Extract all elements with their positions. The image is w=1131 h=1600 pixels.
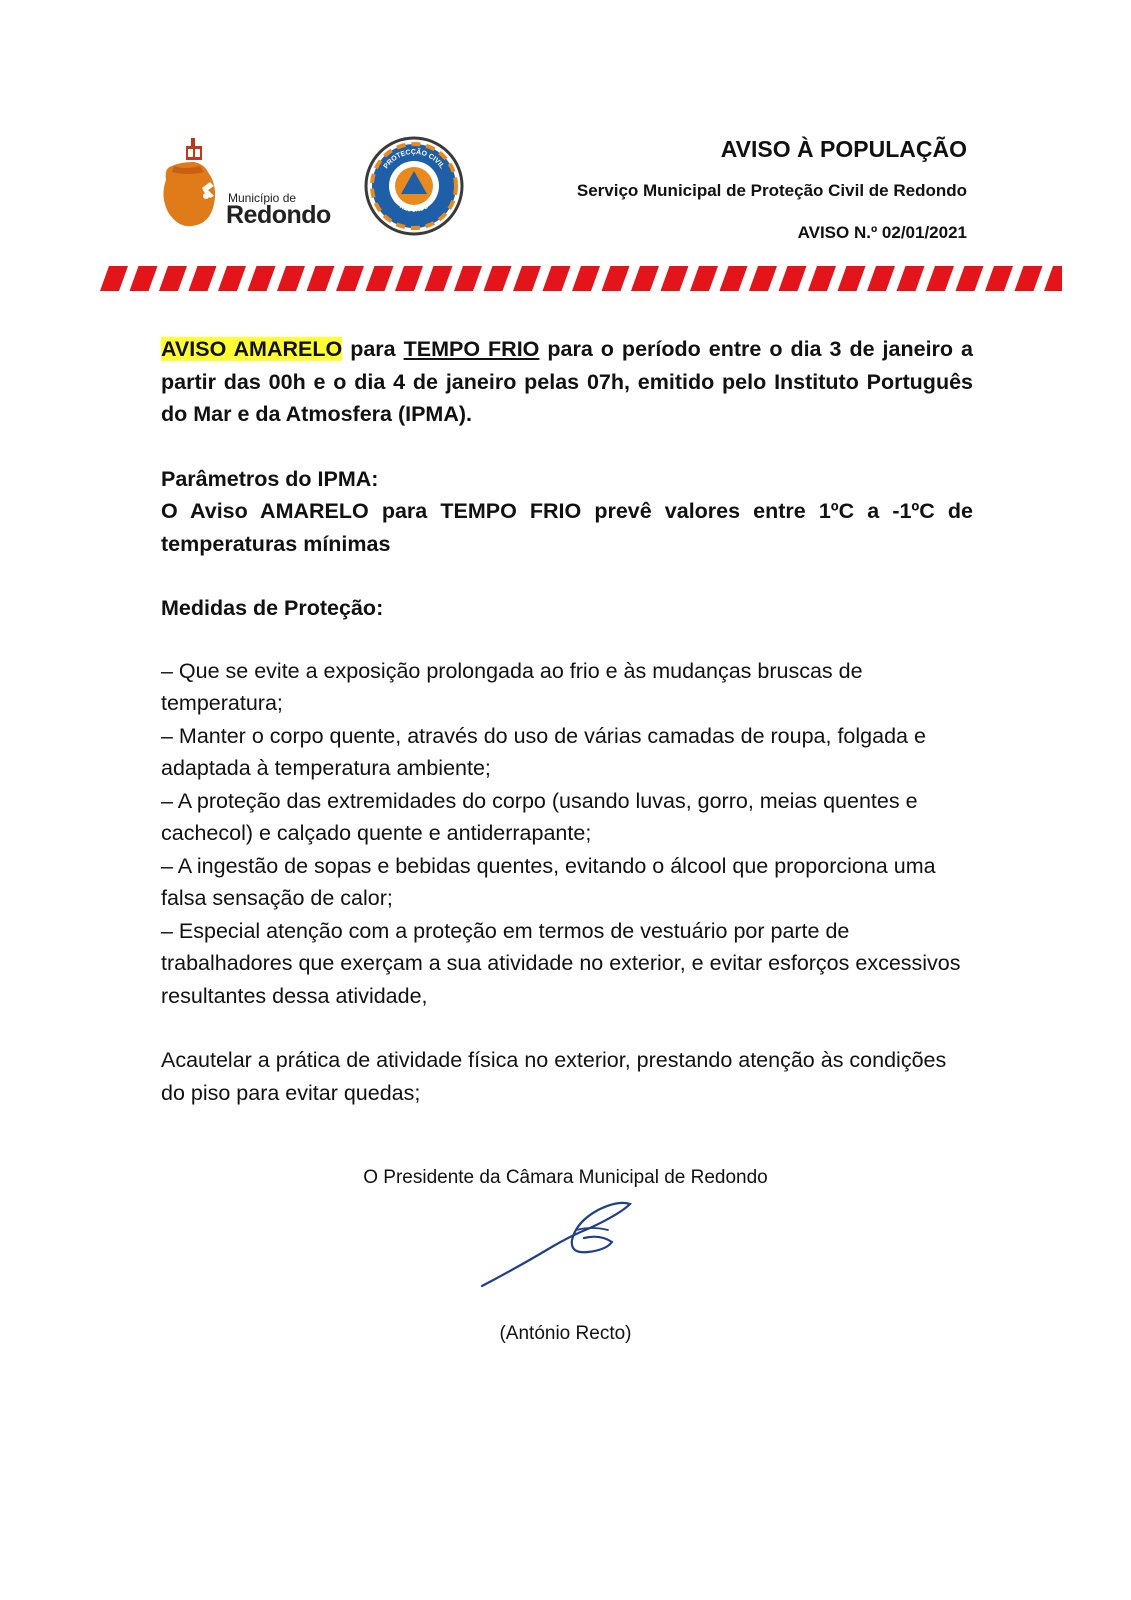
stripe-segment	[1015, 266, 1043, 291]
list-item: – A ingestão de sopas e bebidas quentes, evitando o álcool que proporciona uma falsa sensação de calor;	[161, 853, 936, 910]
vase-icon	[160, 136, 230, 231]
stripe-segment	[336, 266, 364, 291]
stripe-segment	[425, 266, 453, 291]
measures-heading: Medidas de Proteção:	[161, 596, 384, 620]
stripe-segment	[307, 266, 335, 291]
stripe-segment	[100, 266, 128, 291]
warning-stripe-divider	[100, 266, 1062, 291]
intro-connector: para	[342, 337, 404, 361]
stripe-segment	[808, 266, 836, 291]
notice-number: AVISO N.º 02/01/2021	[797, 223, 967, 242]
list-item: – Que se evite a exposição prolongada ao frio e às mudanças bruscas de temperatura;	[161, 658, 863, 715]
stripe-segment	[248, 266, 276, 291]
stripe-segment	[484, 266, 512, 291]
stripe-segment	[956, 266, 984, 291]
list-item: – Manter o corpo quente, através do uso de várias camadas de roupa, folgada e adaptada à temperatura ambiente;	[161, 723, 926, 780]
notice-body	[161, 333, 973, 1109]
stripe-segment	[897, 266, 925, 291]
municipio-redondo-logo	[160, 136, 345, 231]
stripe-segment	[631, 266, 659, 291]
closing-paragraph: Acautelar a prática de atividade física no exterior, prestando atenção às condições do piso para evitar quedas;	[161, 1048, 947, 1105]
stripe-segment	[1044, 266, 1062, 291]
stripe-segment	[779, 266, 807, 291]
stripe-segment	[720, 266, 748, 291]
page-title: AVISO À POPULAÇÃO	[720, 136, 967, 162]
pc-top-label: PROTECÇÃO CIVIL	[382, 148, 446, 171]
stripe-segment	[277, 266, 305, 291]
list-item: – A proteção das extremidades do corpo (usando luvas, gorro, meias quentes e cachecol) e calçado quente e antiderrapante;	[161, 788, 918, 845]
service-name: Serviço Municipal de Proteção Civil de Redondo	[576, 181, 967, 200]
stripe-segment	[572, 266, 600, 291]
stripe-segment	[159, 266, 187, 291]
intro-rest: para o período entre o dia 3 de janeiro a partir das 00h e o dia 4 de janeiro pelas 07h, emitido pelo Instituto Português do Mar e da Atmosfera (IPMA).	[161, 337, 973, 426]
warning-level-highlight: AVISO AMARELO	[161, 337, 343, 361]
stripe-segment	[189, 266, 217, 291]
intro-paragraph	[161, 333, 973, 431]
stripe-segment	[661, 266, 689, 291]
signatory-title: O Presidente da Câmara Municipal de Redondo	[363, 1167, 768, 1188]
header-block	[577, 134, 967, 244]
stripe-segment	[749, 266, 777, 291]
stripe-segment	[130, 266, 158, 291]
parameters-text: O Aviso AMARELO para TEMPO FRIO prevê valores entre 1ºC a -1ºC de temperaturas mínimas	[161, 499, 973, 556]
stripe-segment	[838, 266, 866, 291]
stripe-segment	[366, 266, 394, 291]
stripe-segment	[602, 266, 630, 291]
parameters-heading: Parâmetros do IPMA:	[161, 466, 379, 491]
stripe-segment	[513, 266, 541, 291]
signatory-name: (António Recto)	[499, 1323, 632, 1344]
stripe-segment	[218, 266, 246, 291]
logo-municipio-label: Município de	[228, 191, 297, 205]
stripe-segment	[454, 266, 482, 291]
handwritten-signature	[480, 1196, 640, 1296]
stripe-segment	[985, 266, 1013, 291]
logo-redondo-label: Redondo	[226, 201, 331, 229]
stripe-segment	[543, 266, 571, 291]
stripe-segment	[867, 266, 895, 291]
hazard-type: TEMPO FRIO	[403, 337, 540, 361]
pc-bottom-label: REDONDO	[398, 203, 430, 214]
list-item: – Especial atenção com a proteção em termos de vestuário por parte de trabalhadores que exerçam a sua atividade no exterior, e evitar esforços excessivos resultantes dessa atividade,	[161, 918, 961, 1008]
protecao-civil-logo	[364, 136, 464, 236]
stripe-segment	[926, 266, 954, 291]
stripe-segment	[690, 266, 718, 291]
stripe-segment	[395, 266, 423, 291]
